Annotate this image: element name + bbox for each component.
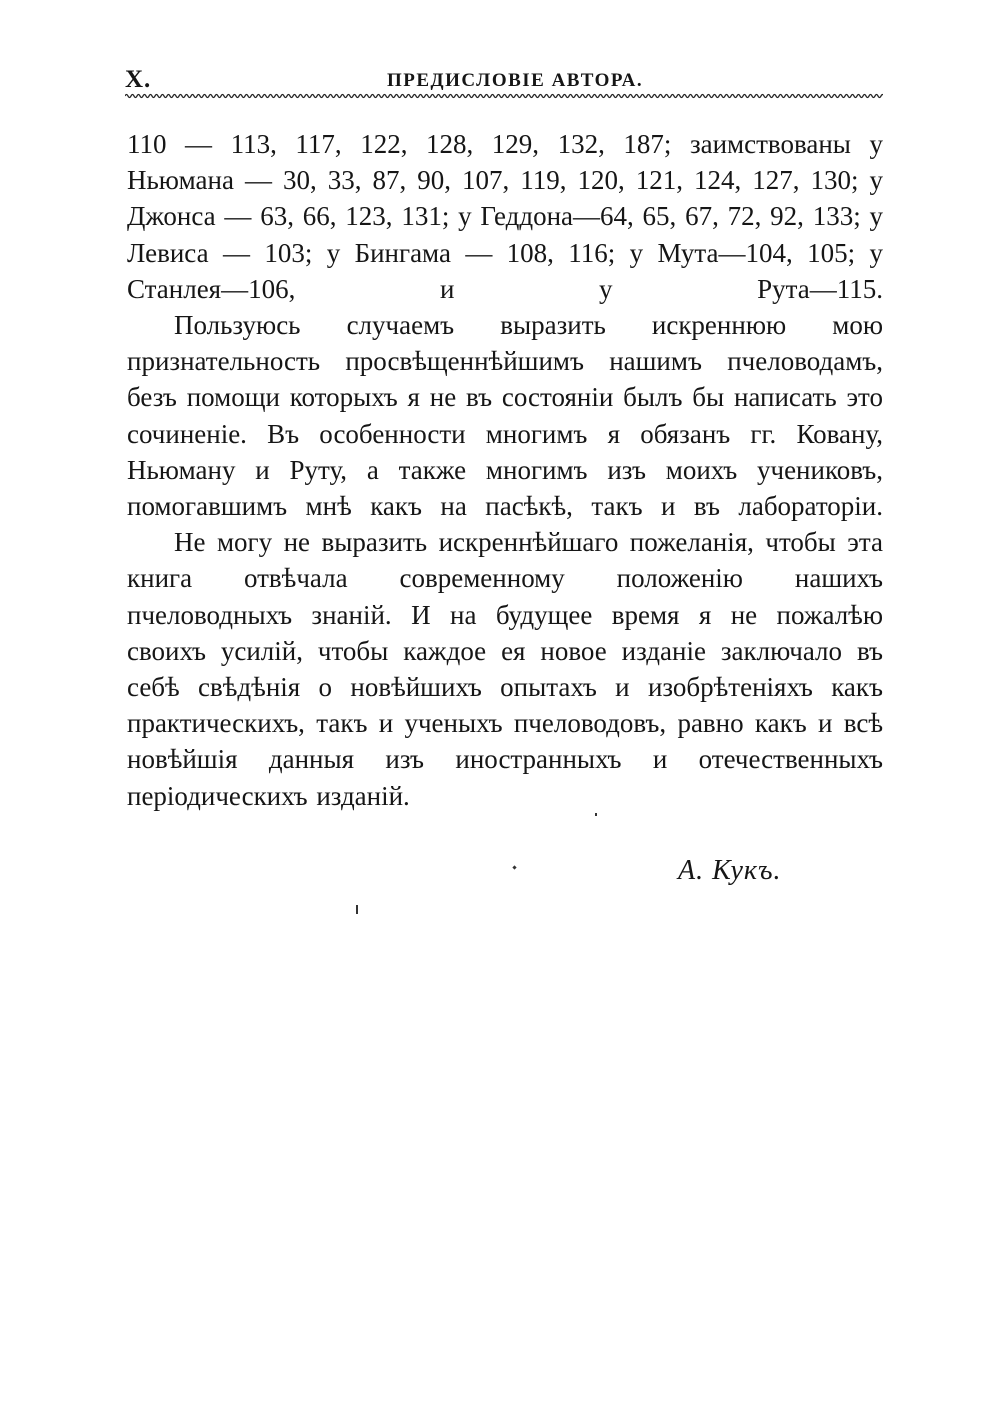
page-number: X. — [125, 66, 152, 93]
wavy-header-rule — [125, 92, 883, 100]
print-speck — [356, 905, 358, 914]
author-signature: А. Кукъ. — [678, 855, 782, 886]
paragraph-reference-list: 110 — 113, 117, 122, 128, 129, 132, 187; заимствованы у Ньюмана — 30, 33, 87, 90, 107, 119, 120, 121, 124, 127, 130; у Джонса — 63, 66, 123, 131; у Геддона—64, 65, 67, 72, 92, 133; у Левиса — 103; у Бингама — 108, 116; у Мута—104, 105; у Станлея—106, и у Рута—115. — [127, 129, 883, 304]
print-speck — [595, 813, 597, 816]
running-head — [125, 66, 883, 94]
paragraph-acknowledgements: Пользуюсь случаемъ выразить искреннюю мою признательность просвѣщеннѣйшимъ нашимъ пчеловодамъ, безъ помощи которыхъ я не въ состоянiи былъ бы написать это сочиненiе. Въ особенности многимъ я обязанъ гг. Ковану, Ньюману и Руту, а также многимъ изъ моихъ учениковъ, помогавшимъ мнѣ какъ на пасѣкѣ, такъ и въ лабораторiи. — [127, 310, 883, 522]
running-title: ПРЕДИСЛОВIЕ АВТОРА. — [387, 70, 644, 91]
body-text — [127, 126, 883, 814]
print-speck — [512, 865, 516, 869]
paragraph-wishes: Не могу не выразить искреннѣйшаго пожеланiя, чтобы эта книга отвѣчала современному положенiю нашихъ пчеловодныхъ знанiй. И на будущее время я не пожалѣю своихъ усилiй, чтобы каждое ея новое изданiе заключало въ себѣ свѣдѣнiя о новѣйшихъ опытахъ и изобрѣтенiяхъ какъ практическихъ, такъ и ученыхъ пчеловодовъ, равно какъ и всѣ новѣйшiя данныя изъ иностранныхъ и отечественныхъ перiодическихъ изданiй. — [127, 527, 883, 811]
